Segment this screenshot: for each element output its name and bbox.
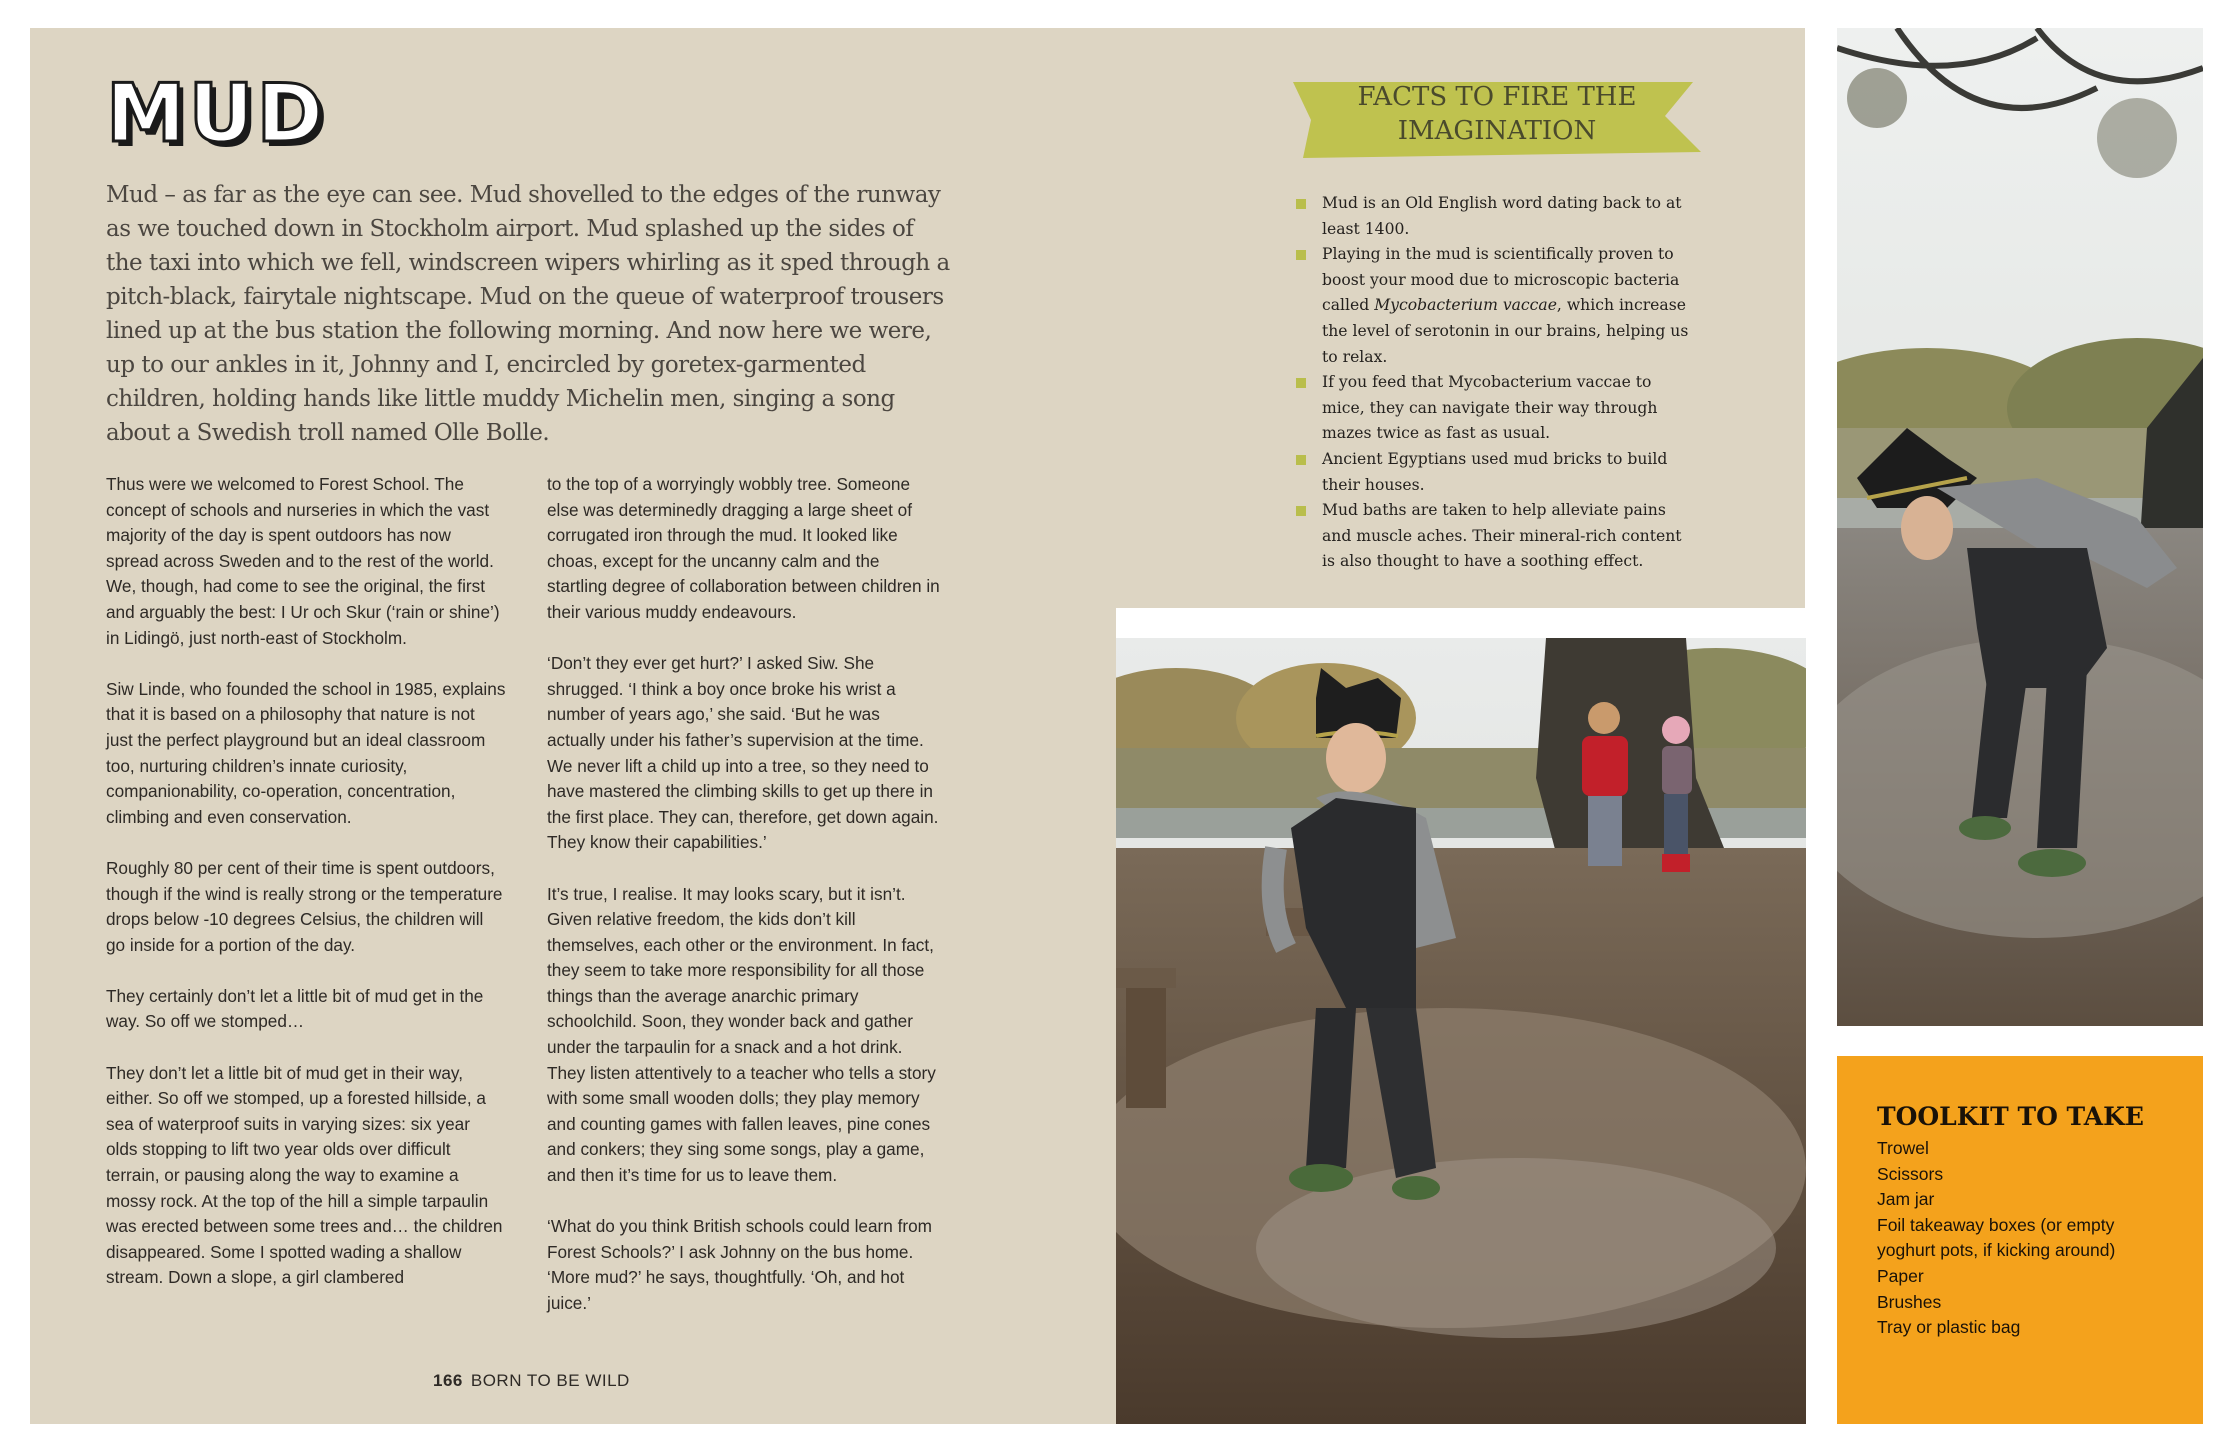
toolkit-item: Paper <box>1877 1265 1924 1286</box>
toolkit-heading: TOOLKIT TO TAKE <box>1877 1102 2144 1131</box>
article-title: MUD <box>106 67 326 160</box>
paragraph: They certainly don’t let a little bit of mud get in the way. So off we stomped… <box>106 985 484 1032</box>
running-title: BORN TO BE WILD <box>470 1371 630 1390</box>
species-name: Mycobacterium vaccae <box>1374 296 1557 315</box>
facts-banner <box>1293 76 1701 158</box>
square-bullet-icon <box>1296 506 1306 516</box>
facts-heading: FACTS TO FIRE THE IMAGINATION <box>1357 82 1637 146</box>
toolkit-item: Foil takeaway boxes (or empty yoghurt pots, if kicking around) <box>1877 1214 2116 1261</box>
fact-item: If you feed that Mycobacterium vaccae to mice, they can navigate their way through mazes twice as fast as usual. <box>1296 370 1696 447</box>
page-number: 166 <box>433 1371 463 1390</box>
paragraph: They don’t let a little bit of mud get in their way, either. So off we stomped, up a forested hillside, a sea of waterproof suits in varying sizes: six year olds stopping to lift two year olds over difficult terrain, or pausing along the way to examine a mossy rock. At the top of the hill a simple tarpaulin was erected between some trees and… the children disappeared. Some I spotted wading a shallow stream. Down a slope, a girl clambered <box>106 1062 503 1288</box>
body-column-1 <box>106 472 506 1317</box>
paragraph: Thus were we welcomed to Forest School. The concept of schools and nurseries in which the vast majority of the day is spent outdoors has now spread across Sweden and to the rest of the world. We, though, had come to see the original, the first and arguably the best: I Ur och Skur (‘rain or shine’) in Lidingö, just north-east of Stockholm. <box>106 474 500 648</box>
square-bullet-icon <box>1296 455 1306 465</box>
square-bullet-icon <box>1296 250 1306 260</box>
photo-child-in-mud <box>1116 608 1806 1424</box>
page-folio <box>433 1371 630 1391</box>
toolkit-item: Brushes <box>1877 1291 1942 1312</box>
toolkit-item: Trowel <box>1877 1138 1929 1158</box>
fact-item: Playing in the mud is scientifically proven to boost your mood due to microscopic bacteria called Mycobacterium vaccae, which increase the level of serotonin in our brains, helping us to relax. <box>1296 242 1696 370</box>
paragraph: ‘What do you think British schools could learn from Forest Schools?’ I ask Johnny on the bus home. ‘More mud?’ he says, thoughtfully. ‘Oh, and hot juice.’ <box>547 1216 932 1313</box>
body-column-2 <box>547 472 942 1342</box>
square-bullet-icon <box>1296 378 1306 388</box>
facts-list <box>1296 191 1696 575</box>
toolkit-list <box>1877 1136 2177 1341</box>
toolkit-box <box>1837 1056 2203 1424</box>
toolkit-item: Tray or plastic bag <box>1877 1317 2021 1338</box>
article-intro: Mud – as far as the eye can see. Mud shovelled to the edges of the runway as we touched down in Stockholm airport. Mud splashed up the sides of the taxi into which we fell, windscreen wipers whirling as it sped through a pitch-black, fairytale nightscape. Mud on the queue of waterproof trousers lined up at the bus station the following morning. And now here we were, up to our ankles in it, Johnny and I, encircled by goretex-garmented children, holding hands like little muddy Michelin men, singing a song about a Swedish troll named Olle Bolle. <box>106 182 950 446</box>
paragraph: Roughly 80 per cent of their time is spent outdoors, though if the wind is really strong or the temperature drops below -10 degrees Celsius, the children will go inside for a portion of the day. <box>106 857 503 955</box>
fact-item: Mud baths are taken to help alleviate pains and muscle aches. Their mineral-rich content is also thought to have a soothing effect. <box>1296 498 1696 575</box>
paragraph: Siw Linde, who founded the school in 1985, explains that it is based on a philosophy that nature is not just the perfect playground but an ideal classroom too, nurturing children’s innate curiosity, companionability, co-operation, concentration, climbing and even conservation. <box>106 678 506 827</box>
square-bullet-icon <box>1296 199 1306 209</box>
paragraph: to the top of a worryingly wobbly tree. Someone else was determinedly dragging a large sheet of corrugated iron through the mud. It looked like choas, except for the uncanny calm and the startling degree of collaboration between children in their various muddy endeavours. <box>547 474 940 622</box>
toolkit-item: Jam jar <box>1877 1189 1935 1210</box>
fact-item: Ancient Egyptians used mud bricks to build their houses. <box>1296 447 1696 498</box>
fact-item: Mud is an Old English word dating back to at least 1400. <box>1296 191 1696 242</box>
paragraph: ‘Don’t they ever get hurt?’ I asked Siw. She shrugged. ‘I think a boy once broke his wrist a number of years ago,’ she said. ‘But he was actually under his father’s supervision at the time. We never lift a child up into a tree, so they need to have mastered the climbing skills to get up there in the first place. They can, therefore, get down again. They know their capabilities.’ <box>547 653 939 853</box>
toolkit-item: Scissors <box>1877 1163 1944 1184</box>
photo-child-stepping <box>1837 28 2203 1026</box>
paragraph: It’s true, I realise. It may looks scary, but it isn’t. Given relative freedom, the kids don’t kill themselves, each other or the environment. In fact, they seem to take more responsibility for all those things than the average anarchic primary schoolchild. Soon, they wonder back and gather under the tarpaulin for a snack and a hot drink. They listen attentively to a teacher who tells a story with some small wooden dolls; they play memory and counting games with fallen leaves, pine cones and conkers; they sing some songs, play a game, and then it’s time for us to leave them. <box>547 883 936 1186</box>
